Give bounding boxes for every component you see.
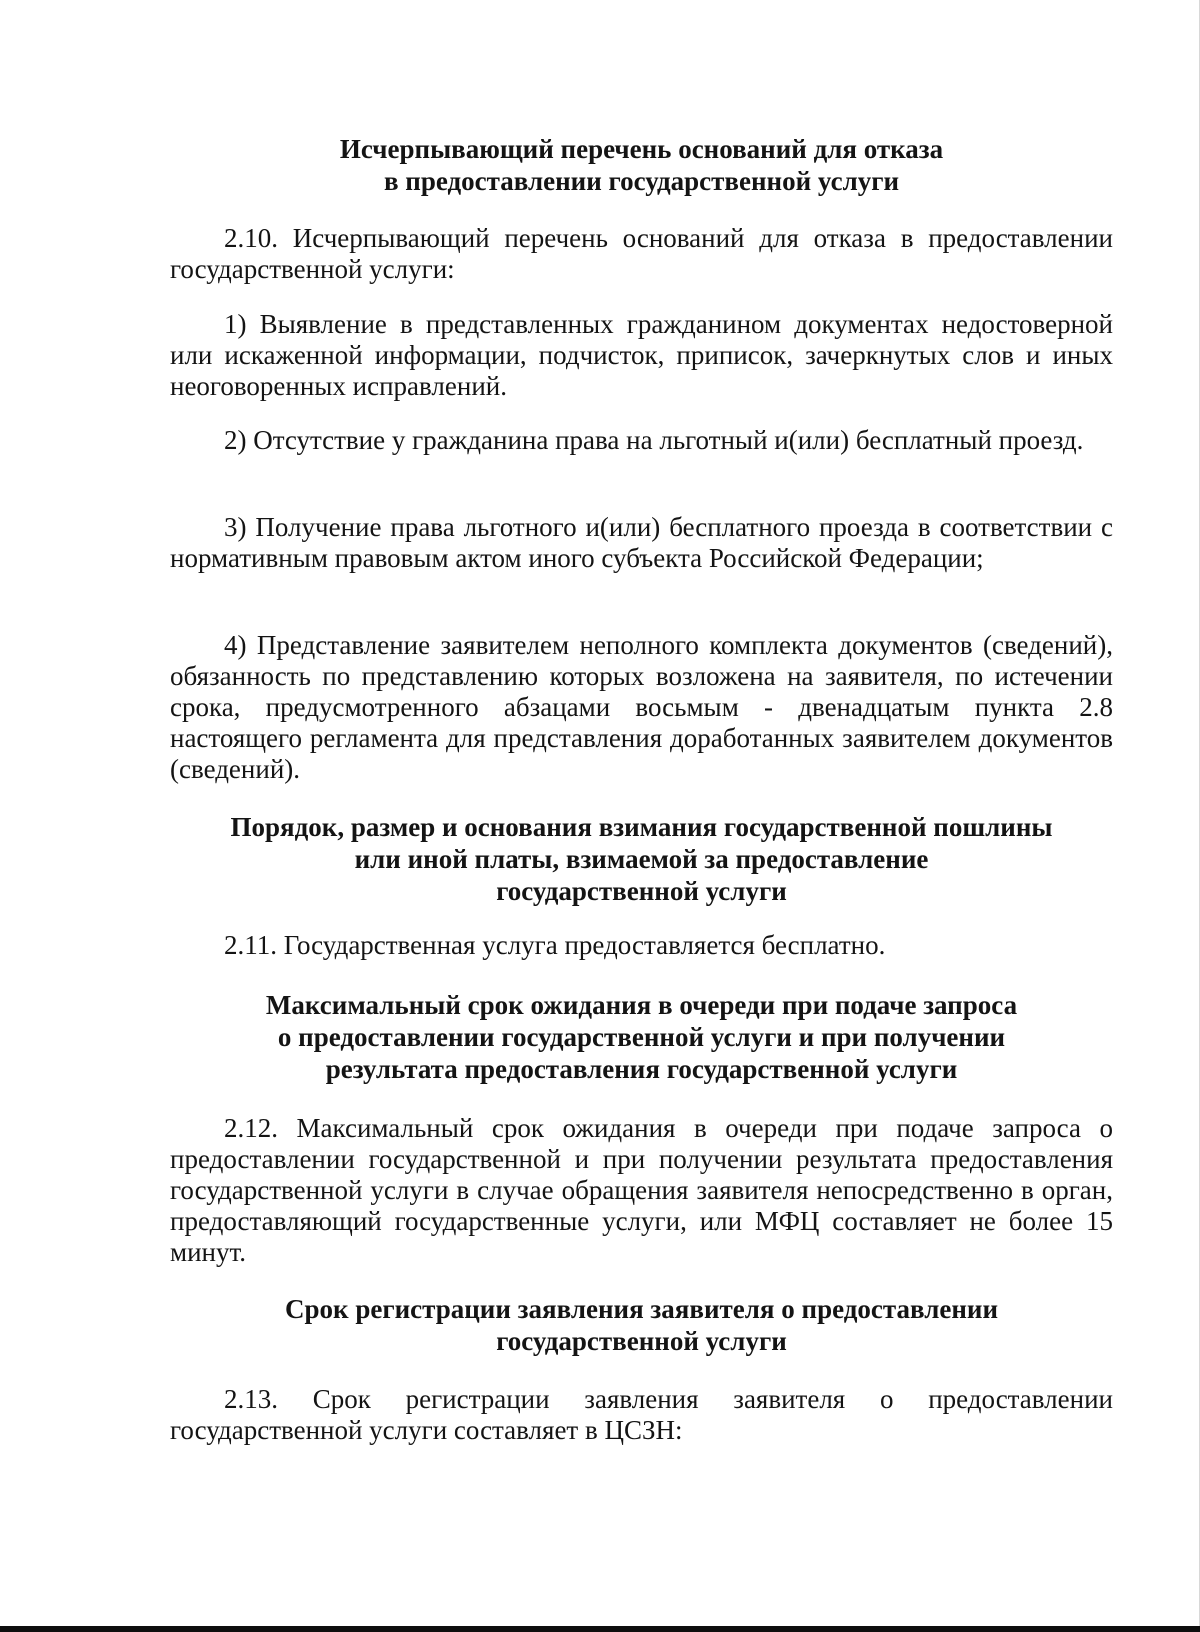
section-heading-queue-time: [170, 989, 1113, 1085]
heading-line: государственной услуги: [496, 1326, 787, 1356]
section-heading-refusal-grounds: [170, 133, 1113, 197]
list-item-4: 4) Представление заявителем неполного комплекта документов (сведений), обязанность по представлению которых возложена на заявителя, по истечении срока, предусмотренного абзацами восьмым - двенадцатым пункта 2.8 настоящего регламента для представления доработанных заявителем документов (сведений).: [170, 630, 1113, 784]
heading-line: о предоставлении государственной услуги и при получении: [277, 1022, 1006, 1052]
heading-line: или иной платы, взимаемой за предоставление: [354, 844, 929, 874]
paragraph-2-10: 2.10. Исчерпывающий перечень оснований для отказа в предоставлении государственной услуги:: [170, 223, 1113, 284]
paragraph-2-12: 2.12. Максимальный срок ожидания в очереди при подаче запроса о предоставлении государственной и при получении результата предоставления государственной услуги в случае обращения заявителя непосредственно в орган, предоставляющий государственные услуги, или МФЦ составляет не более 15 минут.: [170, 1113, 1113, 1267]
heading-line: Максимальный срок ожидания в очереди при подаче запроса: [265, 990, 1018, 1020]
scan-edge-bottom: [0, 1626, 1200, 1632]
heading-line: Порядок, размер и основания взимания государственной пошлины: [230, 812, 1053, 842]
heading-line: результата предоставления государственной услуги: [325, 1054, 958, 1084]
heading-line: государственной услуги: [496, 876, 787, 906]
section-heading-registration-term: [170, 1293, 1113, 1357]
heading-line: Срок регистрации заявления заявителя о предоставлении: [285, 1294, 998, 1324]
paragraph-2-11: 2.11. Государственная услуга предоставляется бесплатно.: [224, 930, 886, 960]
section-heading-state-fee: [170, 811, 1113, 907]
heading-line: Исчерпывающий перечень оснований для отказа: [339, 134, 944, 164]
list-item-2: 2) Отсутствие у гражданина права на льготный и(или) бесплатный проезд.: [224, 425, 1084, 455]
list-item-1: 1) Выявление в представленных гражданином документах недостоверной или искаженной информации, подчисток, приписок, зачеркнутых слов и иных неоговоренных исправлений.: [170, 309, 1113, 401]
heading-line: в предоставлении государственной услуги: [383, 166, 900, 196]
list-item-3: 3) Получение права льготного и(или) бесплатного проезда в соответствии с нормативным правовым актом иного субъекта Российской Федерации;: [170, 512, 1113, 573]
paragraph-2-13: 2.13. Срок регистрации заявления заявителя о предоставлении государственной услуги составляет в ЦСЗН:: [170, 1384, 1113, 1445]
